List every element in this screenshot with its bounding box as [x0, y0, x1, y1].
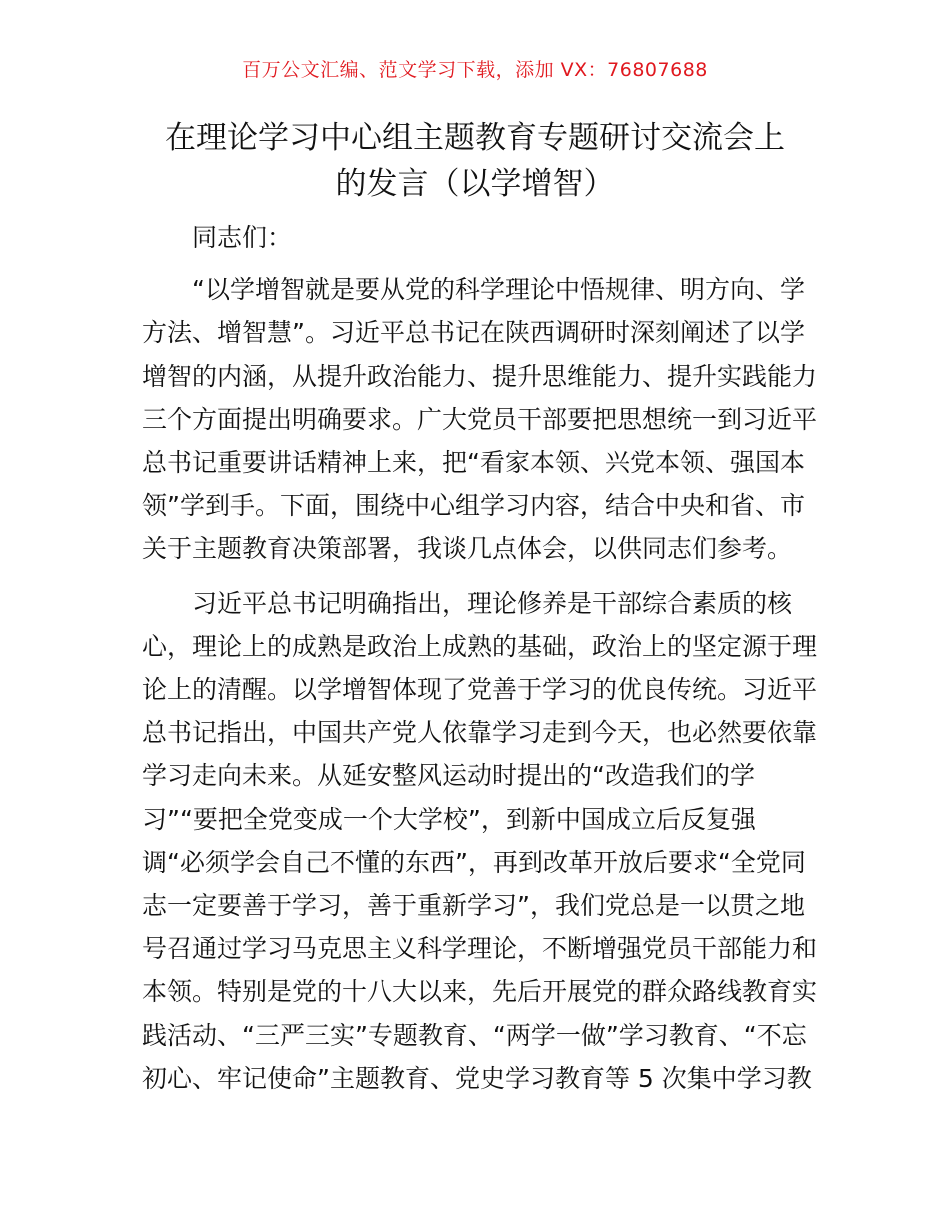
text-line: 总书记指出，中国共产党人依靠学习走到今天，也必然要依靠 — [142, 718, 818, 748]
document-body — [142, 216, 818, 1111]
text-line: 习近平总书记明确指出，理论修养是干部综合素质的核 — [192, 588, 793, 618]
paragraph-2 — [142, 582, 818, 1100]
text-line: 领”学到手。下面，围绕中心组学习内容，结合中央和省、市 — [142, 491, 805, 521]
title-line: 的发言（以学增智） — [335, 166, 615, 202]
text-line: 学习走向未来。从延安整风运动时提出的“改造我们的学 — [142, 761, 755, 791]
text-line: 习”“要把全党变成一个大学校”，到新中国成立后反复强 — [142, 804, 756, 834]
paragraph-1 — [142, 268, 818, 570]
text-line: 三个方面提出明确要求。广大党员干部要把思想统一到习近平 — [142, 404, 818, 434]
salutation — [142, 216, 810, 259]
text-line: 总书记重要讲话精神上来，把“看家本领、兴党本领、强国本 — [142, 448, 805, 478]
text-line: 号召通过学习马克思主义科学理论，不断增强党员干部能力和 — [142, 934, 818, 964]
text-line: 践活动、“三严三实”专题教育、“两学一做”学习教育、“不忘 — [142, 1020, 807, 1050]
text-line: 志一定要善于学习，善于重新学习”，我们党总是一以贯之地 — [142, 891, 805, 921]
text-line: 初心、牢记使命”主题教育、党史学习教育等 5 次集中学习教 — [142, 1063, 812, 1093]
text-line: 方法、增智慧”。习近平总书记在陕西调研时深刻阐述了以学 — [142, 318, 805, 348]
text-line: 本领。特别是党的十八大以来，先后开展党的群众路线教育实 — [142, 977, 818, 1007]
header-watermark-note: 百万公文汇编、范文学习下载，添加 VX：76807688 — [242, 59, 708, 81]
text-line: 调“必须学会自己不懂的东西”，再到改革开放后要求“全党同 — [142, 847, 806, 877]
salutation-text: 同志们： — [192, 223, 293, 252]
text-line: 增智的内涵，从提升政治能力、提升思维能力、提升实践能力 — [142, 361, 818, 391]
text-line: “以学增智就是要从党的科学理论中悟规律、明方向、学 — [192, 275, 805, 305]
text-line: 关于主题教育决策部署，我谈几点体会，以供同志们参考。 — [142, 534, 793, 564]
text-line: 论上的清醒。以学增智体现了党善于学习的优良传统。习近平 — [142, 675, 818, 705]
title-line: 在理论学习中心组主题教育专题研讨交流会上 — [165, 120, 785, 156]
document-title — [120, 115, 830, 207]
text-line: 心，理论上的成熟是政治上成熟的基础，政治上的坚定源于理 — [142, 631, 818, 661]
